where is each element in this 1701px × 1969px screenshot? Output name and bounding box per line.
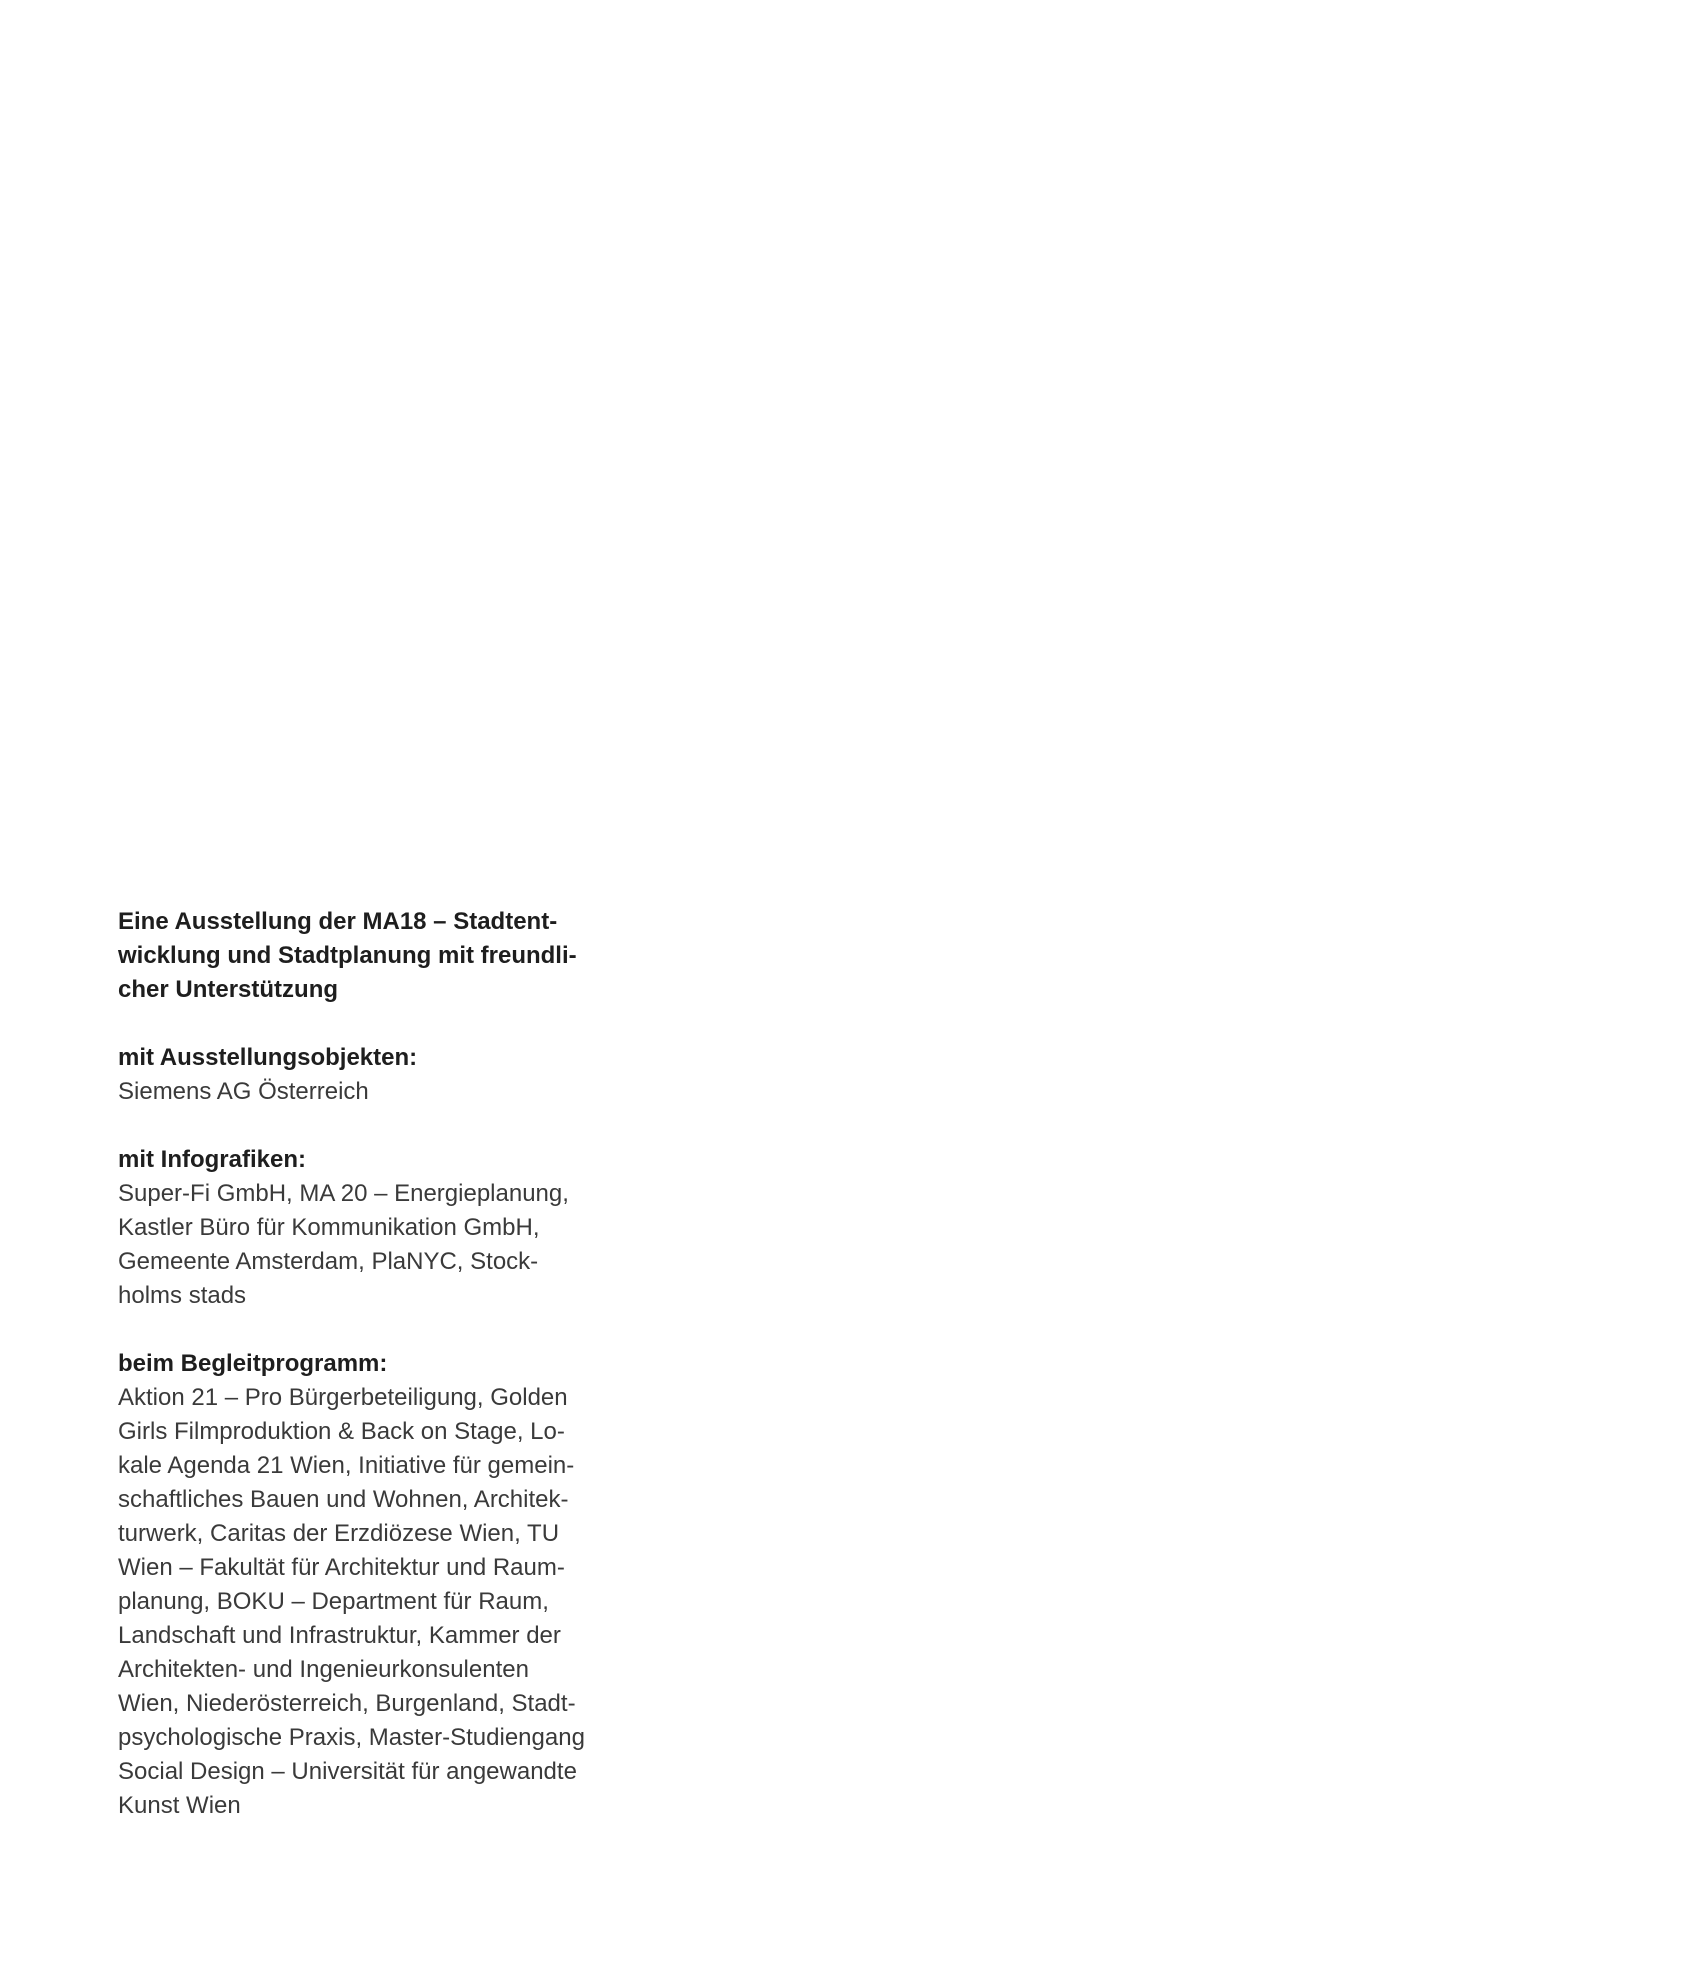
- section-line: holms stads: [118, 1282, 247, 1309]
- section-line: planung, BOKU – Department für Raum,: [118, 1588, 549, 1615]
- colophon-credits: [118, 905, 588, 1857]
- section-line: Kunst Wien: [118, 1792, 241, 1819]
- section-line: Social Design – Universität für angewandte: [118, 1758, 577, 1785]
- section-line: Siemens AG Österreich: [118, 1078, 369, 1105]
- section-line: schaftliches Bauen und Wohnen, Architek-: [118, 1486, 569, 1513]
- intro-block: [118, 905, 588, 1007]
- intro-line: cher Unterstützung: [118, 976, 339, 1003]
- intro-line: wicklung und Stadtplanung mit freundli-: [118, 942, 577, 969]
- section-line: Wien – Fakultät für Architektur und Raum-: [118, 1554, 565, 1581]
- section-line: Super-Fi GmbH, MA 20 – Energieplanung,: [118, 1180, 569, 1207]
- section-line: Aktion 21 – Pro Bürgerbeteiligung, Golden: [118, 1384, 568, 1411]
- section-line: turwerk, Caritas der Erzdiözese Wien, TU: [118, 1520, 560, 1547]
- section-line: Wien, Niederösterreich, Burgenland, Stadt-: [118, 1690, 576, 1717]
- section-program: [118, 1347, 588, 1823]
- section-line: psychologische Praxis, Master-Studiengang: [118, 1724, 585, 1751]
- section-line: kale Agenda 21 Wien, Initiative für gemein-: [118, 1452, 575, 1479]
- section-heading: mit Infografiken:: [118, 1146, 307, 1173]
- section-exhibits: [118, 1041, 588, 1109]
- intro-line: Eine Ausstellung der MA18 – Stadtent-: [118, 908, 558, 935]
- section-line: Kastler Büro für Kommunikation GmbH,: [118, 1214, 540, 1241]
- section-line: Landschaft und Infrastruktur, Kammer der: [118, 1622, 561, 1649]
- section-line: Gemeente Amsterdam, PlaNYC, Stock-: [118, 1248, 539, 1275]
- section-line: Girls Filmproduktion & Back on Stage, Lo-: [118, 1418, 565, 1445]
- section-line: Architekten- und Ingenieurkonsulenten: [118, 1656, 529, 1683]
- section-infographics: [118, 1143, 588, 1313]
- section-heading: beim Begleitprogramm:: [118, 1350, 388, 1377]
- section-heading: mit Ausstellungsobjekten:: [118, 1044, 418, 1071]
